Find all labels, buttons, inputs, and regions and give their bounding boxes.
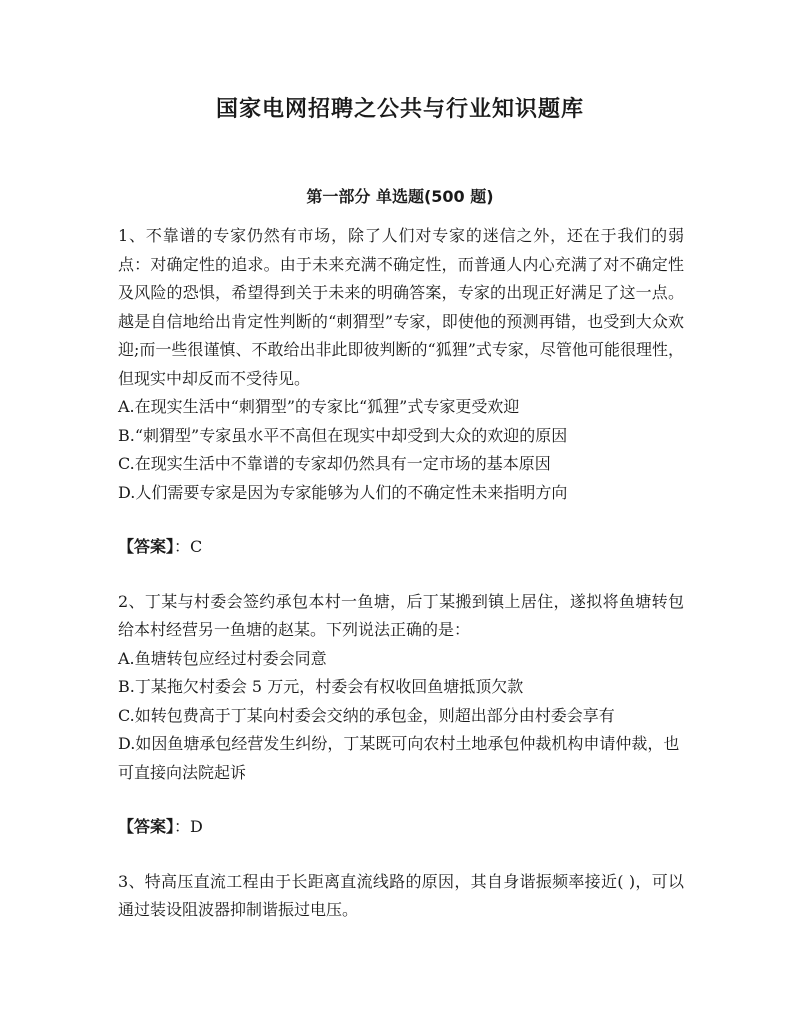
option-a: A.在现实生活中“刺猬型”的专家比“狐狸”式专家更受欢迎 bbox=[118, 397, 520, 416]
document-title: 国家电网招聘之公共与行业知识题库 bbox=[215, 97, 584, 122]
answer-line bbox=[118, 533, 684, 562]
option-b: B.“刺猬型”专家虽水平不高但在现实中却受到大众的欢迎的原因 bbox=[118, 425, 568, 445]
answer-label: 【答案】 bbox=[118, 537, 175, 556]
option-b: B.丁某拖欠村委会 5 万元，村委会有权收回鱼塘抵顶欠款 bbox=[118, 677, 524, 696]
option-c: C.如转包费高于丁某向村委会交纳的承包金，则超出部分由村委会享有 bbox=[118, 705, 615, 725]
answer-label: 【答案】 bbox=[118, 817, 175, 836]
question-3 bbox=[118, 868, 684, 925]
question-1 bbox=[118, 222, 684, 562]
question-stem: 3、特高压直流工程由于长距离直流线路的原因，其自身谐振频率接近( )，可以通过装设阻波器抑制谐振过电压。 bbox=[118, 871, 684, 919]
section-title: 第一部分 单选题(500 题) bbox=[306, 187, 494, 206]
answer-line bbox=[118, 813, 684, 842]
question-stem: 1、不靠谱的专家仍然有市场，除了人们对专家的迷信之外，还在于我们的弱点：对确定性的追求。由于未来充满不确定性，而普通人内心充满了对不确定性及风险的恐惧，希望得到关于未来的明确答案，专家的出现正好满足了这一点。越是自信地给出肯定性判断的“刺猬型”专家，即使他的预测再错，也受到大众欢迎;而一些很谨慎、不敢给出非此即彼判断的“狐狸”式专家，尽管他可能很理性，但现实中却反而不受待见。 bbox=[118, 226, 684, 388]
option-c: C.在现实生活中不靠谱的专家却仍然具有一定市场的基本原因 bbox=[118, 454, 551, 473]
option-a: A.鱼塘转包应经过村委会同意 bbox=[118, 648, 327, 668]
question-list bbox=[118, 222, 684, 925]
option-d: D.如因鱼塘承包经营发生纠纷，丁某既可向农村土地承包仲裁机构申请仲裁，也可直接向法院起诉 bbox=[118, 734, 680, 782]
answer-value: ：D bbox=[174, 817, 203, 836]
question-2 bbox=[118, 588, 684, 842]
option-d: D.人们需要专家是因为专家能够为人们的不确定性未来指明方向 bbox=[118, 482, 568, 502]
question-stem: 2、丁某与村委会签约承包本村一鱼塘，后丁某搬到镇上居住，遂拟将鱼塘转包给本村经营另一鱼塘的赵某。下列说法正确的是： bbox=[118, 591, 684, 639]
answer-value: ：C bbox=[174, 537, 203, 556]
